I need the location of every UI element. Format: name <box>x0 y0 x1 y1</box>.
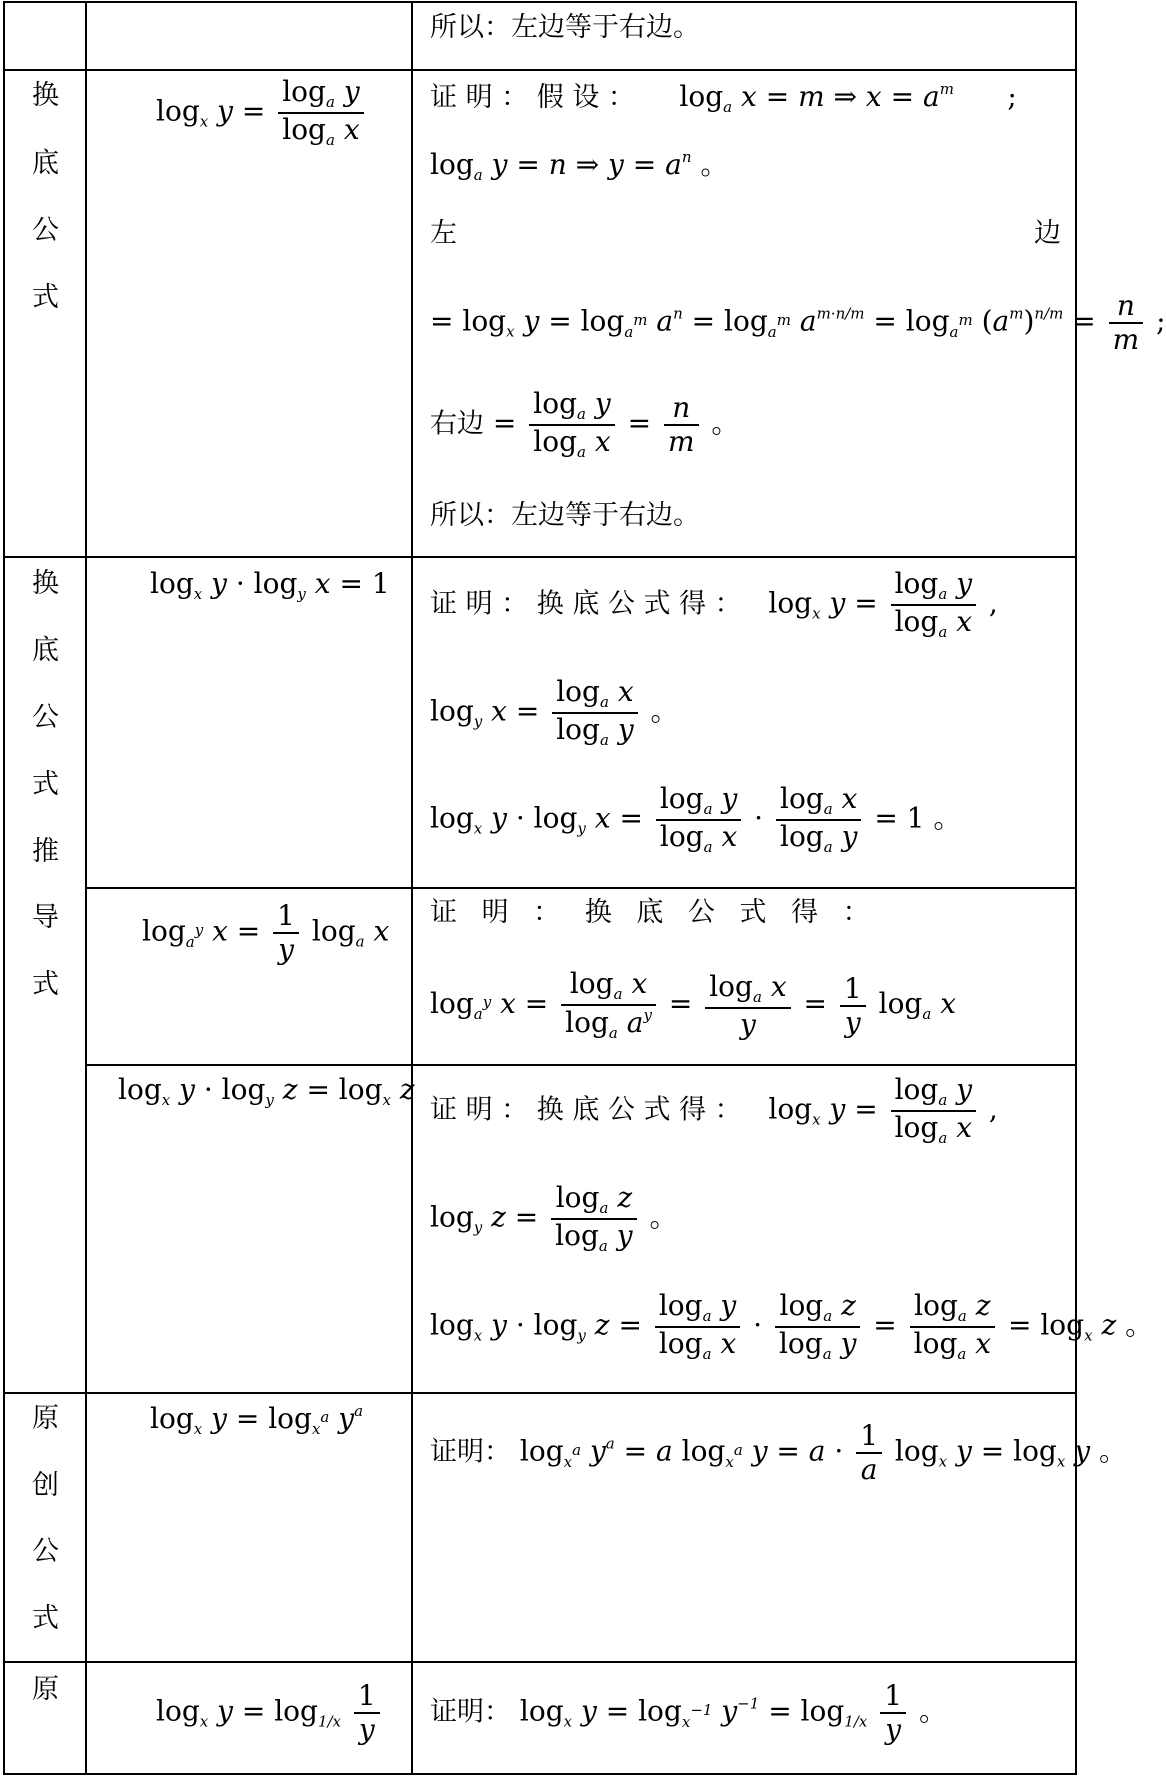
row6-label-0: 原 <box>32 1674 59 1705</box>
row6-proof: 证明： $\log_x y = \log_{x^{-1}} y^{-1} = \log_{1/x}$ $\frac{1}{y}$ 。 <box>430 1679 947 1746</box>
row1-proof-line2: $\log_a y = n$ ⇒ $y = a^n$ 。 <box>430 148 729 184</box>
row5-formula: $\log_x y = \log_{x^a} y^a$ <box>150 1402 364 1438</box>
row2-proof-line3: $\log_x y \cdot \log_y x$ = $\frac{\log_a y}{\log_a x}$ · $\frac{\log_a x}{\log_a y}$ = 1 。 <box>430 782 962 856</box>
row5-label-3: 式 <box>32 1603 59 1634</box>
row1-proof-right: 边 <box>1034 218 1061 249</box>
row2-label-6: 式 <box>32 969 59 1000</box>
row1-label-1: 底 <box>32 148 59 179</box>
row1-label-3: 式 <box>32 282 59 313</box>
row1-label-2: 公 <box>32 215 59 246</box>
row1-conclusion: 所以：左边等于右边。 <box>430 500 700 531</box>
row1-proof-left: 左 <box>430 218 457 249</box>
row3-proof-line2: $\log_{a^y} x$ = $\frac{\log_a x}{\log_a a^y}$ = $\frac{\log_a x}{y}$ = $\frac{1}{y}$ $\log_a x$ <box>430 967 957 1042</box>
row1-proof-prefix: 证 明 ： 假 设 ： <box>430 82 635 113</box>
row5-label-0: 原 <box>32 1403 59 1434</box>
row1-proof-line4: = $\log_x y = \log_{a^m} a^n = \log_{a^m} a^{m\cdot n/m} = \log_{a^m} (a^m)^{n/m}$ = $\frac{n}{m}$ ; <box>430 289 1166 356</box>
row4-proof-line2: $\log_y z$ = $\frac{\log_a z}{\log_a y}$ 。 <box>430 1181 678 1255</box>
row2-label-4: 推 <box>32 836 59 867</box>
row3-formula: $\log_{a^y} x$ = $\frac{1}{y}$ $\log_a x$ <box>142 899 390 966</box>
row2-proof-line2: $\log_y x$ = $\frac{\log_a x}{\log_a y}$ 。 <box>430 675 679 749</box>
row1-label-0: 换 <box>32 80 59 111</box>
row2-proof-line1: 证 明 ： 换 底 公 式 得 ： $\log_x y$ = $\frac{\log_a y}{\log_a x}$ , <box>430 567 998 641</box>
row6-formula: $\log_x y = \log_{1/x}$ $\frac{1}{y}$ <box>156 1680 384 1746</box>
row2-label-2: 公 <box>32 702 59 733</box>
row6-proof-prefix: 证明： <box>430 1696 511 1728</box>
row1-proof-right-side: 右边 <box>430 408 484 440</box>
row2-label-0: 换 <box>32 568 59 599</box>
row4-formula: $\log_x y \cdot \log_y z = \log_x z$ <box>118 1073 415 1109</box>
row5-proof-prefix: 证明： <box>430 1436 511 1468</box>
row2-label-3: 式 <box>32 769 59 800</box>
row1-formula: $\log_x y$ = $\frac{\log_a y}{\log_a x}$ <box>156 76 368 150</box>
row3-proof-prefix: 证 明 ： 换 底 公 式 得 ： <box>430 897 878 928</box>
row0-conclusion: 所以：左边等于右边。 <box>430 12 700 43</box>
row4-proof-line3: $\log_x y \cdot \log_y z$ = $\frac{\log_a y}{\log_a x}$ · $\frac{\log_a z}{\log_a y}$ = $\frac{\log_a z}{\log_a x}$ = $\log_x z$ 。 <box>430 1289 1154 1363</box>
row2-label-1: 底 <box>32 635 59 666</box>
row5-label-1: 创 <box>32 1470 59 1501</box>
row2-label-5: 导 <box>32 902 59 933</box>
row2-proof-prefix: 证 明 ： 换 底 公 式 得 ： <box>430 588 742 620</box>
row4-proof-prefix: 证 明 ： 换 底 公 式 得 ： <box>430 1094 742 1126</box>
row5-label-2: 公 <box>32 1536 59 1567</box>
row3-proof-line1 <box>430 898 878 926</box>
row1-proof-line1: 证 明 ： 假 设 ： $\log_a x = m$ ⇒ $x = a^m$ ; <box>430 80 1017 116</box>
row4-proof-line1: 证 明 ： 换 底 公 式 得 ： $\log_x y$ = $\frac{\log_a y}{\log_a x}$ , <box>430 1073 998 1147</box>
row1-proof-line5: 右边 = $\frac{\log_a y}{\log_a x}$ = $\frac{n}{m}$ 。 <box>430 387 740 461</box>
row5-proof: 证明： $\log_{x^a} y^a = a$ $\log_{x^a} y = a$ · $\frac{1}{a}$ $\log_x y = \log_x y$ 。 <box>430 1419 1127 1486</box>
row2-formula: $\log_x y \cdot \log_y x = 1$ <box>150 567 390 603</box>
